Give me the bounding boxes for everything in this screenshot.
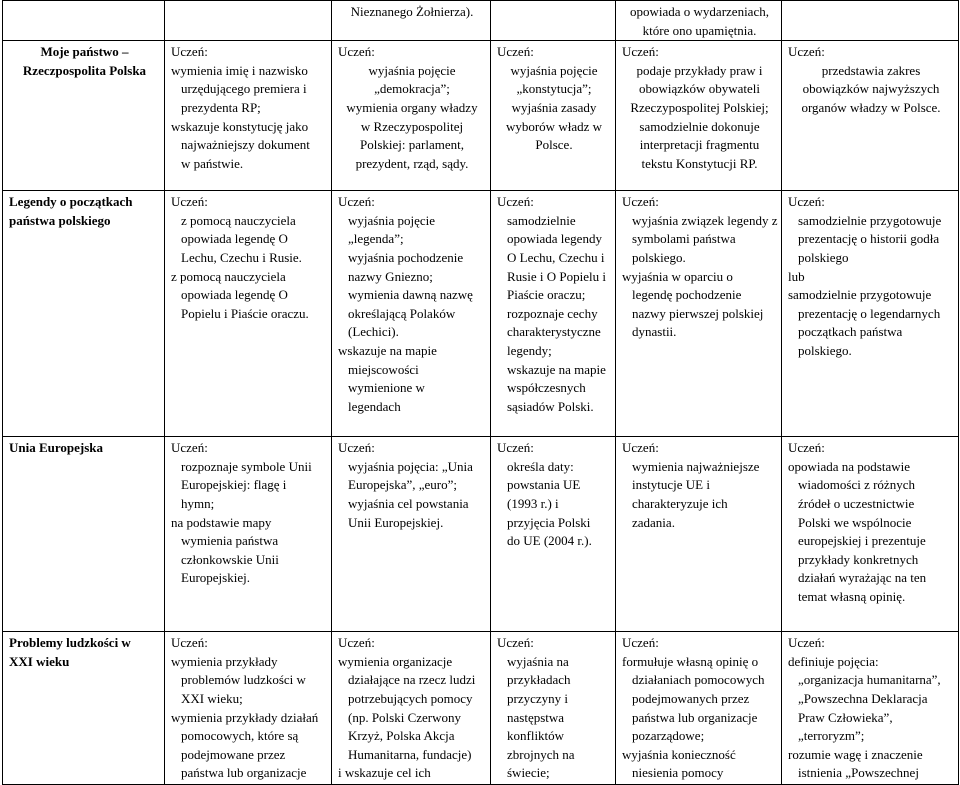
requirement-line: XXI wieku; <box>181 690 243 706</box>
requirement-line: pozarządowe; <box>632 728 705 744</box>
requirement-cell <box>491 632 616 785</box>
requirement-line: podaje przykłady praw i <box>636 62 763 78</box>
requirement-line: i wskazuje cel ich <box>338 765 431 781</box>
continuation-cell <box>616 1 782 41</box>
requirement-cell <box>165 41 332 191</box>
topic-title-line: Unia Europejska <box>9 440 104 456</box>
requirement-cell <box>616 191 782 437</box>
requirement-line: wyborów władz w <box>505 118 603 134</box>
requirement-line: (Lechici). <box>348 324 399 340</box>
pupil-heading: Uczeń: <box>171 635 208 651</box>
requirement-cell <box>616 437 782 632</box>
requirement-line: Polski we wspólnocie <box>798 514 912 530</box>
requirement-line: opowiada legendę O <box>181 287 288 303</box>
pupil-heading: Uczeń: <box>171 194 208 210</box>
topic-cell <box>3 437 165 632</box>
requirement-line: rozumie wagę i znaczenie <box>788 746 923 762</box>
requirement-line: obowiązków najwyższych <box>802 81 940 97</box>
requirement-line: Europejskiej: flagę i <box>181 477 287 493</box>
requirement-line: obowiązków obywateli <box>639 81 760 97</box>
requirement-line: „terroryzm”; <box>798 728 865 744</box>
requirement-line: nazwy Gniezno; <box>348 268 433 284</box>
requirement-line: potrzebujących pomocy <box>348 690 473 706</box>
requirement-line: początkach państwa <box>798 324 903 340</box>
requirement-line: powstania UE <box>507 477 581 493</box>
requirement-line: wskazuje konstytucję jako <box>171 118 309 134</box>
requirement-line: określającą Polaków <box>348 305 456 321</box>
requirement-line: opowiada legendy <box>507 231 602 247</box>
requirement-line: „Powszechna Deklaracja <box>798 690 928 706</box>
continuation-cell <box>165 1 332 41</box>
requirement-line: Piaście oraczu; <box>507 287 586 303</box>
requirement-line: podejmowane przez <box>181 746 286 762</box>
requirement-line: z pomocą nauczyciela <box>181 212 296 228</box>
requirement-line: samodzielnie <box>507 212 576 228</box>
requirement-line: wyjaśnia pochodzenie <box>348 249 464 265</box>
requirement-line: istnienia „Powszechnej <box>798 765 919 781</box>
continuation-line: opowiada o wydarzeniach, <box>630 4 769 19</box>
requirement-line: lub <box>788 268 805 284</box>
requirement-line: Europejskiej. <box>181 570 250 586</box>
requirement-line: charakteryzuje ich <box>632 495 728 511</box>
requirement-line: prezentację o historii godła <box>798 231 940 247</box>
requirement-line: wymienia najważniejsze <box>632 458 760 474</box>
requirement-cell <box>782 437 959 632</box>
requirement-cell <box>165 632 332 785</box>
pupil-heading: Uczeń: <box>497 635 534 651</box>
requirement-line: najważniejszy dokument <box>181 137 310 153</box>
continuation-cell <box>782 1 959 41</box>
pupil-heading: Uczeń: <box>622 194 659 210</box>
requirement-line: sąsiadów Polski. <box>507 398 594 414</box>
topic-title-line: Legendy o początkach <box>9 194 133 210</box>
requirement-line: podejmowanych przez <box>632 690 750 706</box>
requirement-line: (np. Polski Czerwony <box>348 709 462 725</box>
requirement-line: formułuje własną opinię o <box>622 653 759 669</box>
requirement-line: świecie; <box>507 765 550 781</box>
requirement-line: temat własną opinię. <box>798 588 906 604</box>
continuation-cell <box>491 1 616 41</box>
pupil-heading: Uczeń: <box>497 194 534 210</box>
requirement-line: wymienia dawną nazwę <box>348 287 473 303</box>
requirement-line: wyjaśnia konieczność <box>622 746 736 762</box>
requirement-line: charakterystyczne <box>507 324 601 340</box>
requirement-line: „konstytucja”; <box>516 81 592 97</box>
requirement-line: prezentację o legendarnych <box>798 305 941 321</box>
topic-title-line: Problemy ludzkości w <box>9 635 131 651</box>
requirement-cell <box>616 632 782 785</box>
requirement-cell <box>332 437 491 632</box>
requirement-line: europejskiej i prezentuje <box>798 533 926 549</box>
requirement-line: wymienia państwa <box>181 533 279 549</box>
requirement-line: w Rzeczypospolitej <box>360 118 464 134</box>
topic-cell <box>3 632 165 785</box>
requirement-line: członkowskie Unii <box>181 551 279 567</box>
continuation-topic-cell <box>3 1 165 41</box>
requirement-line: Rusie i O Popielu i <box>507 268 606 284</box>
requirement-line: polskiego <box>798 249 849 265</box>
requirement-line: legendę pochodzenie <box>632 287 742 303</box>
requirement-line: działań wyrażając na ten <box>798 570 927 586</box>
pupil-heading: Uczeń: <box>338 194 375 210</box>
requirement-line: (1993 r.) i <box>507 495 559 511</box>
requirement-line: rozpoznaje cechy <box>507 305 598 321</box>
requirement-line: Praw Człowieka”, <box>798 709 893 725</box>
requirement-line: wymienia organizacje <box>338 653 453 669</box>
requirement-line: wyjaśnia pojęcie <box>348 212 435 228</box>
requirement-line: tekstu Konstytucji RP. <box>641 155 758 171</box>
requirement-line: hymn; <box>181 495 215 511</box>
requirement-line: Popielu i Piaście oraczu. <box>181 305 309 321</box>
pupil-heading: Uczeń: <box>497 440 534 456</box>
continuation-cell <box>332 1 491 41</box>
requirement-line: następstwa <box>507 709 565 725</box>
requirement-line: wyjaśnia pojęcie <box>368 62 456 78</box>
requirement-line: Polsce. <box>535 137 573 153</box>
requirement-line: niesienia pomocy <box>632 765 724 781</box>
continuation-row <box>3 1 959 41</box>
requirement-line: organów władzy w Polsce. <box>801 99 941 115</box>
requirement-line: określa daty: <box>507 458 574 474</box>
requirement-line: samodzielnie dokonuje <box>639 118 760 134</box>
table-row <box>3 437 959 632</box>
requirement-line: urzędującego premiera i <box>181 81 307 97</box>
requirement-line: rozpoznaje symbole Unii <box>181 458 312 474</box>
pupil-heading: Uczeń: <box>622 635 659 651</box>
pupil-heading: Uczeń: <box>788 440 825 456</box>
requirement-line: zadania. <box>632 514 675 530</box>
topic-title-line: Rzeczpospolita Polska <box>22 62 147 78</box>
requirement-line: opowiada legendę O <box>181 231 288 247</box>
topic-title-line: państwa polskiego <box>9 212 111 228</box>
pupil-heading: Uczeń: <box>338 440 375 456</box>
requirement-line: źródeł o uczestnictwie <box>798 495 915 511</box>
requirement-line: Unii Europejskiej. <box>348 514 444 530</box>
pupil-heading: Uczeń: <box>622 44 659 60</box>
requirement-line: wyjaśnia cel powstania <box>348 495 469 511</box>
requirement-line: „legenda”; <box>348 231 404 247</box>
requirement-line: problemów ludzkości w <box>181 672 306 688</box>
requirement-line: Lechu, Czechu i Rusie. <box>181 249 302 265</box>
requirement-line: „demokracja”; <box>374 81 450 97</box>
requirement-line: przyjęcia Polski <box>507 514 591 530</box>
requirement-line: do UE (2004 r.). <box>507 533 592 549</box>
requirement-cell <box>491 437 616 632</box>
requirement-line: Humanitarna, fundacje) <box>348 746 472 762</box>
requirement-line: wymienia przykłady <box>171 653 278 669</box>
curriculum-requirements-table <box>2 0 959 785</box>
requirement-line: na podstawie mapy <box>171 514 272 530</box>
requirement-line: „organizacja humanitarna”, <box>798 672 941 688</box>
requirement-line: prezydenta RP; <box>181 99 261 115</box>
requirement-line: wskazuje na mapie <box>338 342 437 358</box>
requirement-line: Krzyż, Polska Akcja <box>348 728 455 744</box>
requirement-line: państwa lub organizacje <box>632 709 758 725</box>
requirement-line: definiuje pojęcia: <box>788 653 879 669</box>
requirement-line: konfliktów <box>507 728 565 744</box>
topic-cell <box>3 191 165 437</box>
pupil-heading: Uczeń: <box>622 440 659 456</box>
requirement-cell <box>782 632 959 785</box>
requirement-line: wiadomości z różnych <box>798 477 915 493</box>
topic-title-line: XXI wieku <box>9 653 70 669</box>
requirement-line: instytucje UE i <box>632 477 710 493</box>
requirement-line: Polskiej: parlament, <box>360 137 464 153</box>
requirement-line: wyjaśnia pojęcie <box>510 62 598 78</box>
requirement-line: O Lechu, Czechu i <box>507 249 605 265</box>
requirement-line: miejscowości <box>348 361 419 377</box>
requirement-line: wyjaśnia zasady <box>511 99 597 115</box>
requirement-line: przykłady konkretnych <box>798 551 919 567</box>
table-row <box>3 41 959 191</box>
pupil-heading: Uczeń: <box>171 440 208 456</box>
requirement-line: przyczyny i <box>507 690 569 706</box>
requirement-line: pomocowych, które są <box>181 728 299 744</box>
requirement-line: działaniach pomocowych <box>632 672 765 688</box>
requirement-cell <box>332 632 491 785</box>
requirement-line: symbolami państwa <box>632 231 736 247</box>
requirement-line: samodzielnie przygotowuje <box>788 287 932 303</box>
requirement-cell <box>491 191 616 437</box>
requirement-line: wymienione w <box>348 380 425 396</box>
requirement-line: wymienia organy władzy <box>346 99 478 115</box>
requirement-line: legendach <box>348 398 401 414</box>
requirement-line: współczesnych <box>507 380 586 396</box>
requirement-line: wskazuje na mapie <box>507 361 606 377</box>
pupil-heading: Uczeń: <box>497 44 534 60</box>
requirement-line: polskiego. <box>798 342 852 358</box>
requirement-line: nazwy pierwszej polskiej <box>632 305 764 321</box>
topic-title-line: Moje państwo – <box>40 44 129 60</box>
continuation-line: Nieznanego Żołnierza). <box>350 4 474 19</box>
requirement-cell <box>616 41 782 191</box>
requirement-cell <box>332 191 491 437</box>
requirement-line: samodzielnie przygotowuje <box>798 212 942 228</box>
topic-cell <box>3 41 165 191</box>
requirement-cell <box>782 41 959 191</box>
requirement-cell <box>491 41 616 191</box>
requirement-line: dynastii. <box>632 324 677 340</box>
requirement-cell <box>165 437 332 632</box>
requirement-line: przykładach <box>507 672 571 688</box>
requirement-cell <box>782 191 959 437</box>
requirement-line: Rzeczypospolitej Polskiej; <box>630 99 769 115</box>
requirement-line: wyjaśnia w oparciu o <box>622 268 733 284</box>
requirement-line: działające na rzecz ludzi <box>348 672 476 688</box>
requirement-line: państwa lub organizacje <box>181 765 307 781</box>
requirement-line: interpretacji fragmentu <box>639 137 760 153</box>
requirement-line: w państwie. <box>181 155 244 171</box>
requirement-line: wyjaśnia pojęcia: „Unia <box>348 458 473 474</box>
requirement-line: przedstawia zakres <box>821 62 921 78</box>
requirement-line: zbrojnych na <box>507 746 575 762</box>
table-row <box>3 632 959 785</box>
pupil-heading: Uczeń: <box>338 44 375 60</box>
pupil-heading: Uczeń: <box>788 44 825 60</box>
requirement-line: polskiego. <box>632 249 686 265</box>
requirement-line: z pomocą nauczyciela <box>171 268 286 284</box>
pupil-heading: Uczeń: <box>338 635 375 651</box>
pupil-heading: Uczeń: <box>788 635 825 651</box>
requirement-line: wymienia przykłady działań <box>171 709 319 725</box>
requirement-cell <box>165 191 332 437</box>
requirement-cell <box>332 41 491 191</box>
pupil-heading: Uczeń: <box>788 194 825 210</box>
requirement-line: wyjaśnia na <box>507 653 569 669</box>
requirement-line: wyjaśnia związek legendy z <box>632 212 778 228</box>
requirement-line: legendy; <box>507 342 552 358</box>
continuation-line: które ono upamiętnia. <box>642 22 757 38</box>
pupil-heading: Uczeń: <box>171 44 208 60</box>
requirement-line: Europejska”, „euro”; <box>348 477 458 493</box>
requirement-line: wymienia imię i nazwisko <box>171 62 308 78</box>
table-row <box>3 191 959 437</box>
requirement-line: prezydent, rząd, sądy. <box>355 155 469 171</box>
requirement-line: opowiada na podstawie <box>788 458 911 474</box>
